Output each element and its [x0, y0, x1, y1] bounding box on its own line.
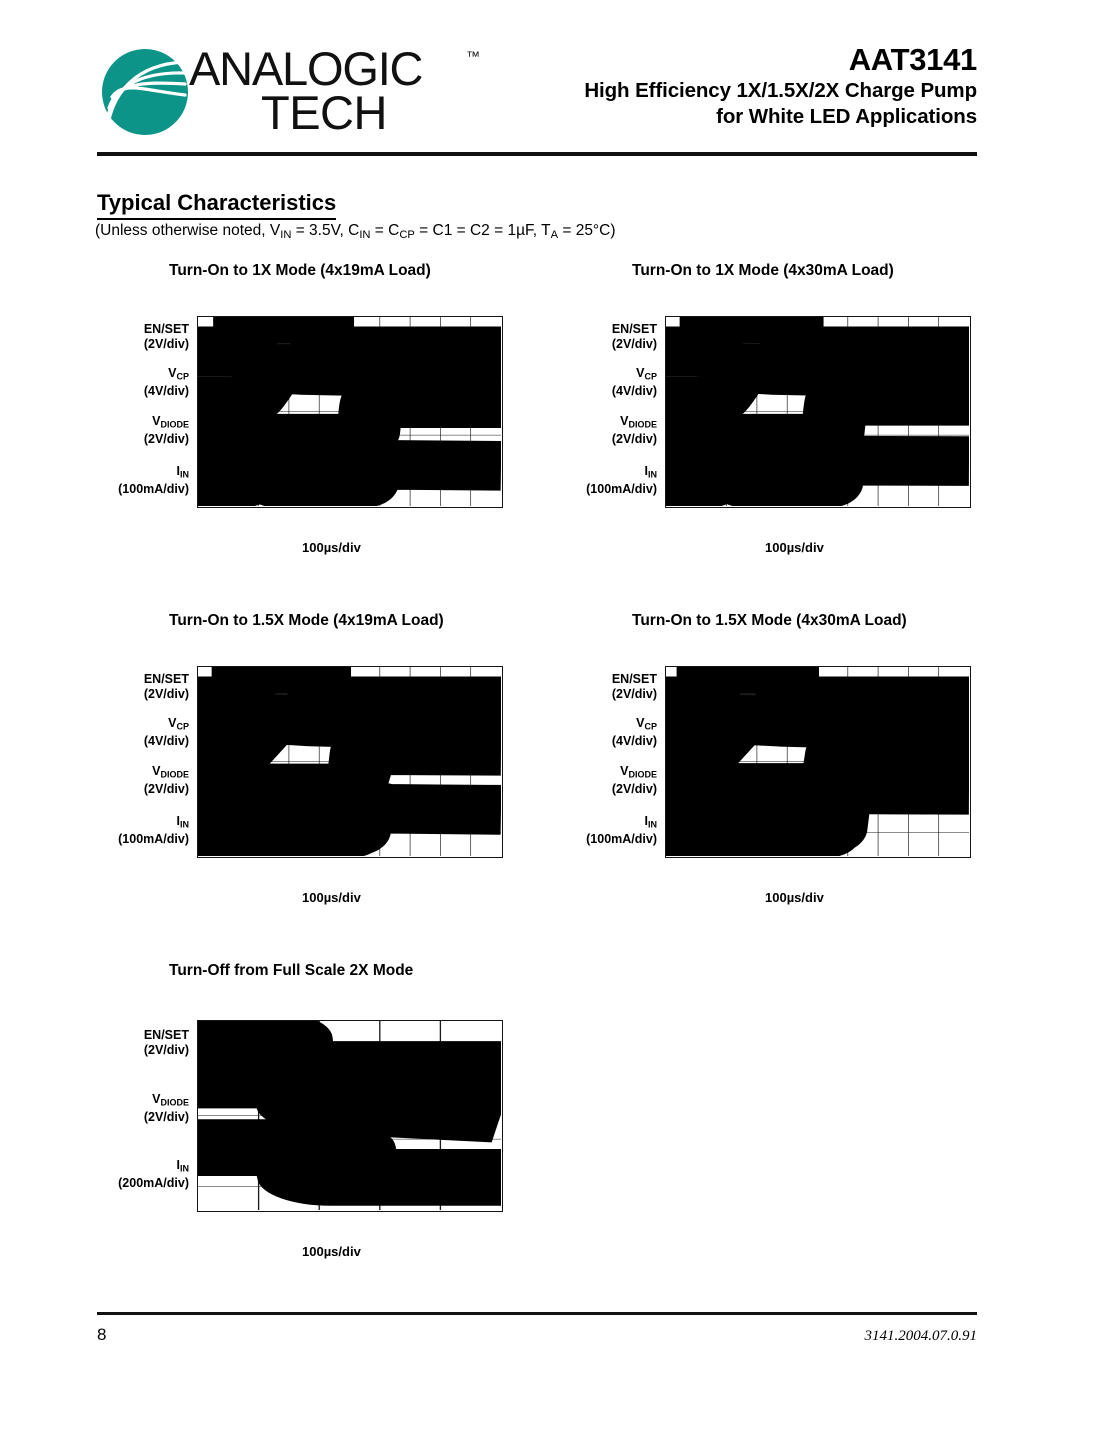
chart-timebase: 100µs/div	[302, 890, 361, 905]
chart-signal-labels	[565, 316, 657, 502]
chart-panel-turn-on-1x-30ma	[565, 262, 1005, 562]
section-conditions: (Unless otherwise noted, $V_{IN} = 3.5V$, $C_{IN} = C_{CP} = C1 = C2 = 1\mu F$, $T_A = 25^\circ C$)	[95, 222, 616, 241]
chart-timebase: 100µs/div	[302, 540, 361, 555]
scope-grid	[197, 666, 503, 858]
page-number: 8	[97, 1325, 107, 1344]
wordmark-tech: TECH	[261, 86, 387, 139]
analogic-tech-globe-icon	[101, 48, 189, 136]
signal-label-vdiode: $V_{DIODE}$ (2V/div)	[143, 764, 189, 797]
signal-label-vcp: $V_{CP}$ (4V/div)	[143, 716, 189, 749]
chart-title: Turn-On to 1X Mode (4x19mA Load)	[169, 262, 431, 279]
header-title-block	[457, 42, 977, 130]
signal-label-iin: $I_{IN}$ (100mA/div)	[586, 464, 657, 497]
chart-panel-turn-on-1x-19ma	[97, 262, 537, 562]
document-code: 3141.2004.07.0.91	[864, 1328, 977, 1344]
scope-grid	[197, 1020, 503, 1212]
signal-label-iin: $I_{IN}$ (100mA/div)	[118, 814, 189, 847]
chart-timebase: 100µs/div	[765, 890, 824, 905]
chart-timebase: 100µs/div	[765, 540, 824, 555]
chart-signal-labels	[97, 1020, 189, 1206]
chart-title: Turn-On to 1X Mode (4x30mA Load)	[632, 262, 894, 279]
scope-grid	[665, 666, 971, 858]
signal-label-en-set: EN/SET (2V/div)	[143, 672, 189, 701]
signal-label-vdiode: $V_{DIODE}$ (2V/div)	[611, 414, 657, 447]
signal-label-en-set: EN/SET (2V/div)	[143, 322, 189, 351]
header-divider	[97, 152, 977, 156]
signal-label-en-set: EN/SET (2V/div)	[611, 322, 657, 351]
chart-panel-turn-on-1p5x-30ma	[565, 612, 1005, 912]
chart-panel-turn-off-2x	[97, 962, 537, 1262]
company-logo	[97, 42, 517, 147]
footer-divider	[97, 1312, 977, 1315]
page-header	[97, 42, 977, 154]
signal-label-vcp: $V_{CP}$ (4V/div)	[611, 716, 657, 749]
header-subtitle-line2: for White LED Applications	[716, 105, 977, 128]
chart-signal-labels	[97, 666, 189, 852]
trademark-symbol: ™	[466, 48, 480, 64]
chart-title: Turn-On to 1.5X Mode (4x19mA Load)	[169, 612, 444, 629]
wordmark-analogic: ANALOGIC	[189, 42, 423, 95]
scope-waveforms	[198, 1021, 501, 1210]
chart-timebase: 100µs/div	[302, 1244, 361, 1259]
signal-label-vcp: $V_{CP}$ (4V/div)	[143, 366, 189, 399]
signal-label-iin: $I_{IN}$ (200mA/div)	[118, 1158, 189, 1191]
part-number: AAT3141	[848, 42, 977, 77]
scope-grid	[665, 316, 971, 508]
chart-signal-labels	[97, 316, 189, 502]
signal-label-vcp: $V_{CP}$ (4V/div)	[611, 366, 657, 399]
chart-title: Turn-Off from Full Scale 2X Mode	[169, 962, 414, 979]
signal-label-iin: $I_{IN}$ (100mA/div)	[118, 464, 189, 497]
signal-label-vdiode: $V_{DIODE}$ (2V/div)	[143, 1092, 189, 1125]
signal-label-vdiode: $V_{DIODE}$ (2V/div)	[143, 414, 189, 447]
chart-panel-turn-on-1p5x-19ma	[97, 612, 537, 912]
scope-waveforms	[666, 317, 969, 506]
scope-waveforms	[666, 667, 969, 856]
header-subtitle-line1: High Efficiency 1X/1.5X/2X Charge Pump	[584, 79, 977, 102]
signal-label-en-set: EN/SET (2V/div)	[611, 672, 657, 701]
signal-label-en-set: EN/SET (2V/div)	[143, 1028, 189, 1057]
section-title: Typical Characteristics	[97, 190, 336, 220]
scope-waveforms	[198, 317, 501, 506]
scope-grid	[197, 316, 503, 508]
scope-waveforms	[198, 667, 501, 856]
signal-label-vdiode: $V_{DIODE}$ (2V/div)	[611, 764, 657, 797]
signal-label-iin: $I_{IN}$ (100mA/div)	[586, 814, 657, 847]
chart-title: Turn-On to 1.5X Mode (4x30mA Load)	[632, 612, 907, 629]
chart-signal-labels	[565, 666, 657, 852]
